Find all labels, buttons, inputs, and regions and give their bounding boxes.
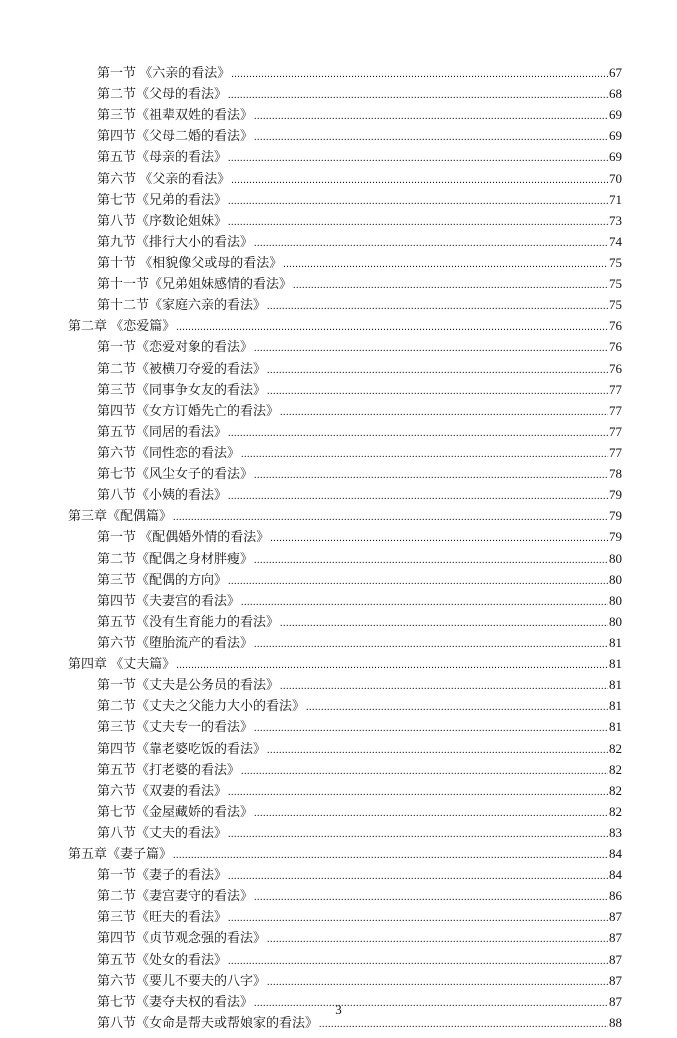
toc-entry-title: 第六节《双妻的看法》 bbox=[97, 782, 228, 798]
toc-entry-title: 第四章 《丈夫篇》 bbox=[68, 656, 176, 672]
dot-leader bbox=[293, 275, 608, 296]
toc-entry-title: 第二节《妻宫妻守的看法》 bbox=[97, 888, 254, 904]
dot-leader bbox=[267, 972, 608, 993]
toc-entry-page: 70 bbox=[609, 170, 622, 186]
toc-entry-title: 第十二节《家庭六亲的看法》 bbox=[97, 297, 267, 313]
toc-section-entry[interactable] bbox=[68, 611, 622, 632]
toc-entry-page: 84 bbox=[609, 846, 622, 862]
toc-entry-page: 80 bbox=[609, 592, 622, 608]
table-of-contents bbox=[68, 62, 622, 1033]
toc-section-entry[interactable] bbox=[68, 738, 622, 759]
toc-section-entry[interactable] bbox=[68, 189, 622, 210]
toc-entry-title: 第二节《被横刀夺爱的看法》 bbox=[97, 360, 267, 376]
toc-entry-title: 第八节《序数论姐妹》 bbox=[97, 212, 228, 228]
toc-entry-title: 第一节《恋爱对象的看法》 bbox=[97, 339, 254, 355]
toc-entry-title: 第十节 《相貌像父或母的看法》 bbox=[97, 254, 283, 270]
toc-section-entry[interactable] bbox=[68, 62, 622, 83]
toc-entry-title: 第六节《同性恋的看法》 bbox=[97, 444, 241, 460]
toc-entry-page: 77 bbox=[609, 423, 622, 439]
toc-entry-page: 69 bbox=[609, 107, 622, 123]
toc-entry-page: 76 bbox=[609, 360, 622, 376]
toc-entry-page: 81 bbox=[609, 719, 622, 735]
toc-entry-title: 第三节《丈夫专一的看法》 bbox=[97, 719, 254, 735]
dot-leader bbox=[228, 85, 608, 106]
dot-leader bbox=[267, 296, 608, 317]
page-number: 3 bbox=[335, 1002, 342, 1017]
toc-chapter-entry[interactable] bbox=[68, 843, 622, 864]
toc-entry-title: 第八节《丈夫的看法》 bbox=[97, 824, 228, 840]
toc-section-entry[interactable] bbox=[68, 864, 622, 885]
toc-entry-page: 75 bbox=[609, 297, 622, 313]
toc-entry-title: 第二节《父母的看法》 bbox=[97, 86, 228, 102]
toc-section-entry[interactable] bbox=[68, 336, 622, 357]
toc-section-entry[interactable] bbox=[68, 970, 622, 991]
toc-entry-title: 第三章《配偶篇》 bbox=[68, 508, 173, 524]
toc-entry-title: 第七节《金屋藏娇的看法》 bbox=[97, 803, 254, 819]
toc-section-entry[interactable] bbox=[68, 927, 622, 948]
dot-leader bbox=[254, 338, 608, 359]
toc-chapter-entry[interactable] bbox=[68, 315, 622, 336]
dot-leader bbox=[228, 824, 608, 845]
toc-section-entry[interactable] bbox=[68, 906, 622, 927]
toc-entry-page: 74 bbox=[609, 233, 622, 249]
toc-section-entry[interactable] bbox=[68, 885, 622, 906]
toc-entry-page: 76 bbox=[609, 339, 622, 355]
dot-leader bbox=[228, 866, 608, 887]
toc-section-entry[interactable] bbox=[68, 421, 622, 442]
toc-entry-title: 第七节《兄弟的看法》 bbox=[97, 191, 228, 207]
toc-entry-page: 87 bbox=[609, 951, 622, 967]
toc-entry-title: 第一节《妻子的看法》 bbox=[97, 867, 228, 883]
toc-entry-page: 69 bbox=[609, 128, 622, 144]
dot-leader bbox=[176, 317, 608, 338]
toc-section-entry[interactable] bbox=[68, 949, 622, 970]
toc-section-entry[interactable] bbox=[68, 674, 622, 695]
dot-leader bbox=[306, 697, 608, 718]
toc-entry-page: 67 bbox=[609, 65, 622, 80]
toc-section-entry[interactable] bbox=[68, 231, 622, 252]
dot-leader bbox=[173, 845, 608, 866]
toc-entry-title: 第一节《丈夫是公务员的看法》 bbox=[97, 677, 280, 693]
dot-leader bbox=[228, 148, 608, 169]
toc-entry-title: 第二节《丈夫之父能力大小的看法》 bbox=[97, 698, 306, 714]
dot-leader bbox=[254, 887, 608, 908]
toc-entry-title: 第五节《母亲的看法》 bbox=[97, 149, 228, 165]
toc-entry-page: 69 bbox=[609, 149, 622, 165]
toc-section-entry[interactable] bbox=[68, 146, 622, 167]
dot-leader bbox=[228, 782, 608, 803]
toc-entry-page: 73 bbox=[609, 212, 622, 228]
toc-entry-page: 82 bbox=[609, 761, 622, 777]
toc-entry-page: 77 bbox=[609, 381, 622, 397]
dot-leader bbox=[241, 444, 608, 465]
dot-leader bbox=[228, 571, 608, 592]
dot-leader bbox=[267, 360, 608, 381]
dot-leader bbox=[280, 402, 608, 423]
dot-leader bbox=[228, 486, 608, 507]
dot-leader bbox=[231, 64, 608, 85]
dot-leader bbox=[270, 528, 608, 549]
toc-entry-page: 81 bbox=[609, 656, 622, 672]
toc-section-entry[interactable] bbox=[68, 294, 622, 315]
dot-leader bbox=[241, 592, 608, 613]
toc-entry-page: 71 bbox=[609, 191, 622, 207]
dot-leader bbox=[228, 951, 608, 972]
toc-entry-page: 68 bbox=[609, 86, 622, 102]
toc-entry-page: 79 bbox=[609, 508, 622, 524]
toc-section-entry[interactable] bbox=[68, 548, 622, 569]
dot-leader bbox=[228, 212, 608, 233]
dot-leader bbox=[267, 381, 608, 402]
toc-section-entry[interactable] bbox=[68, 526, 622, 547]
dot-leader bbox=[176, 655, 608, 676]
dot-leader bbox=[254, 634, 608, 655]
toc-section-entry[interactable] bbox=[68, 252, 622, 273]
toc-section-entry[interactable] bbox=[68, 83, 622, 104]
dot-leader bbox=[228, 908, 608, 929]
toc-section-entry[interactable] bbox=[68, 801, 622, 822]
toc-section-entry[interactable] bbox=[68, 716, 622, 737]
toc-section-entry[interactable] bbox=[68, 569, 622, 590]
toc-section-entry[interactable] bbox=[68, 590, 622, 611]
toc-entry-page: 81 bbox=[609, 677, 622, 693]
toc-entry-title: 第四节《父母二婚的看法》 bbox=[97, 128, 254, 144]
dot-leader bbox=[280, 676, 608, 697]
toc-entry-page: 75 bbox=[609, 276, 622, 292]
toc-entry-title: 第六节 《父亲的看法》 bbox=[97, 170, 231, 186]
toc-entry-page: 76 bbox=[609, 318, 622, 334]
toc-entry-title: 第八节《小姨的看法》 bbox=[97, 487, 228, 503]
dot-leader bbox=[254, 465, 608, 486]
toc-entry-title: 第九节《排行大小的看法》 bbox=[97, 233, 254, 249]
toc-entry-page: 83 bbox=[609, 824, 622, 840]
toc-entry-title: 第三节《祖辈双姓的看法》 bbox=[97, 107, 254, 123]
toc-entry-page: 87 bbox=[609, 909, 622, 925]
toc-entry-page: 82 bbox=[609, 782, 622, 798]
toc-entry-page: 80 bbox=[609, 613, 622, 629]
toc-entry-page: 77 bbox=[609, 402, 622, 418]
toc-entry-page: 84 bbox=[609, 867, 622, 883]
toc-entry-page: 78 bbox=[609, 466, 622, 482]
toc-section-entry[interactable] bbox=[68, 780, 622, 801]
toc-entry-title: 第五节《打老婆的看法》 bbox=[97, 761, 241, 777]
toc-section-entry[interactable] bbox=[68, 695, 622, 716]
toc-entry-title: 第六节《堕胎流产的看法》 bbox=[97, 634, 254, 650]
toc-entry-title: 第二章 《恋爱篇》 bbox=[68, 318, 176, 334]
toc-entry-title: 第七节《风尘女子的看法》 bbox=[97, 466, 254, 482]
toc-entry-title: 第五节《没有生育能力的看法》 bbox=[97, 613, 280, 629]
toc-chapter-entry[interactable] bbox=[68, 505, 622, 526]
toc-entry-page: 80 bbox=[609, 550, 622, 566]
toc-entry-title: 第六节《要儿不要夫的八字》 bbox=[97, 972, 267, 988]
dot-leader bbox=[228, 423, 608, 444]
toc-entry-title: 第五章《妻子篇》 bbox=[68, 846, 173, 862]
dot-leader bbox=[283, 254, 608, 275]
dot-leader bbox=[254, 803, 608, 824]
toc-section-entry[interactable] bbox=[68, 400, 622, 421]
toc-chapter-entry[interactable] bbox=[68, 653, 622, 674]
toc-entry-page: 80 bbox=[609, 571, 622, 587]
dot-leader bbox=[254, 718, 608, 739]
toc-section-entry[interactable] bbox=[68, 168, 622, 189]
toc-section-entry[interactable] bbox=[68, 632, 622, 653]
dot-leader bbox=[254, 106, 608, 127]
toc-section-entry[interactable] bbox=[68, 104, 622, 125]
toc-section-entry[interactable] bbox=[68, 210, 622, 231]
toc-section-entry[interactable] bbox=[68, 125, 622, 146]
dot-leader bbox=[231, 170, 608, 191]
toc-section-entry[interactable] bbox=[68, 484, 622, 505]
toc-entry-page: 86 bbox=[609, 888, 622, 904]
toc-section-entry[interactable] bbox=[68, 358, 622, 379]
toc-entry-title: 第三节《同事争女友的看法》 bbox=[97, 381, 267, 397]
toc-entry-title: 第三节《配偶的方向》 bbox=[97, 571, 228, 587]
toc-entry-page: 87 bbox=[609, 993, 622, 1009]
toc-entry-title: 第四节《夫妻宫的看法》 bbox=[97, 592, 241, 608]
dot-leader bbox=[241, 761, 608, 782]
dot-leader bbox=[228, 191, 608, 212]
toc-entry-title: 第十一节《兄弟姐妹感情的看法》 bbox=[97, 276, 293, 292]
toc-section-entry[interactable] bbox=[68, 463, 622, 484]
toc-entry-title: 第四节《贞节观念强的看法》 bbox=[97, 930, 267, 946]
toc-entry-title: 第八节《女命是帮夫或帮娘家的看法》 bbox=[97, 1014, 319, 1030]
toc-entry-title: 第四节《女方订婚先亡的看法》 bbox=[97, 402, 280, 418]
dot-leader bbox=[254, 550, 608, 571]
toc-entry-page: 77 bbox=[609, 444, 622, 460]
dot-leader bbox=[254, 233, 608, 254]
toc-section-entry[interactable] bbox=[68, 273, 622, 294]
toc-entry-page: 81 bbox=[609, 634, 622, 650]
dot-leader bbox=[173, 507, 608, 528]
toc-entry-title: 第二节《配偶之身材胖瘦》 bbox=[97, 550, 254, 566]
dot-leader bbox=[267, 929, 608, 950]
dot-leader bbox=[254, 127, 608, 148]
toc-entry-page: 87 bbox=[609, 930, 622, 946]
toc-section-entry[interactable] bbox=[68, 442, 622, 463]
toc-entry-page: 75 bbox=[609, 254, 622, 270]
toc-entry-title: 第五节《同居的看法》 bbox=[97, 423, 228, 439]
toc-entry-title: 第四节《靠老婆吃饭的看法》 bbox=[97, 740, 267, 756]
toc-entry-title: 第五节《处女的看法》 bbox=[97, 951, 228, 967]
toc-section-entry[interactable] bbox=[68, 759, 622, 780]
toc-entry-page: 87 bbox=[609, 972, 622, 988]
toc-entry-page: 88 bbox=[609, 1014, 622, 1030]
dot-leader bbox=[280, 613, 608, 634]
dot-leader bbox=[267, 740, 608, 761]
toc-entry-page: 81 bbox=[609, 698, 622, 714]
toc-entry-title: 第七节《妻夺夫权的看法》 bbox=[97, 993, 254, 1009]
toc-entry-title: 第三节《旺夫的看法》 bbox=[97, 909, 228, 925]
toc-entry-title: 第一节 《配偶婚外情的看法》 bbox=[97, 529, 270, 545]
toc-section-entry[interactable] bbox=[68, 822, 622, 843]
toc-entry-title: 第一节 《六亲的看法》 bbox=[97, 65, 231, 80]
toc-entry-page: 82 bbox=[609, 803, 622, 819]
toc-entry-page: 79 bbox=[609, 487, 622, 503]
toc-entry-page: 82 bbox=[609, 740, 622, 756]
toc-entry-page: 79 bbox=[609, 529, 622, 545]
toc-section-entry[interactable] bbox=[68, 379, 622, 400]
